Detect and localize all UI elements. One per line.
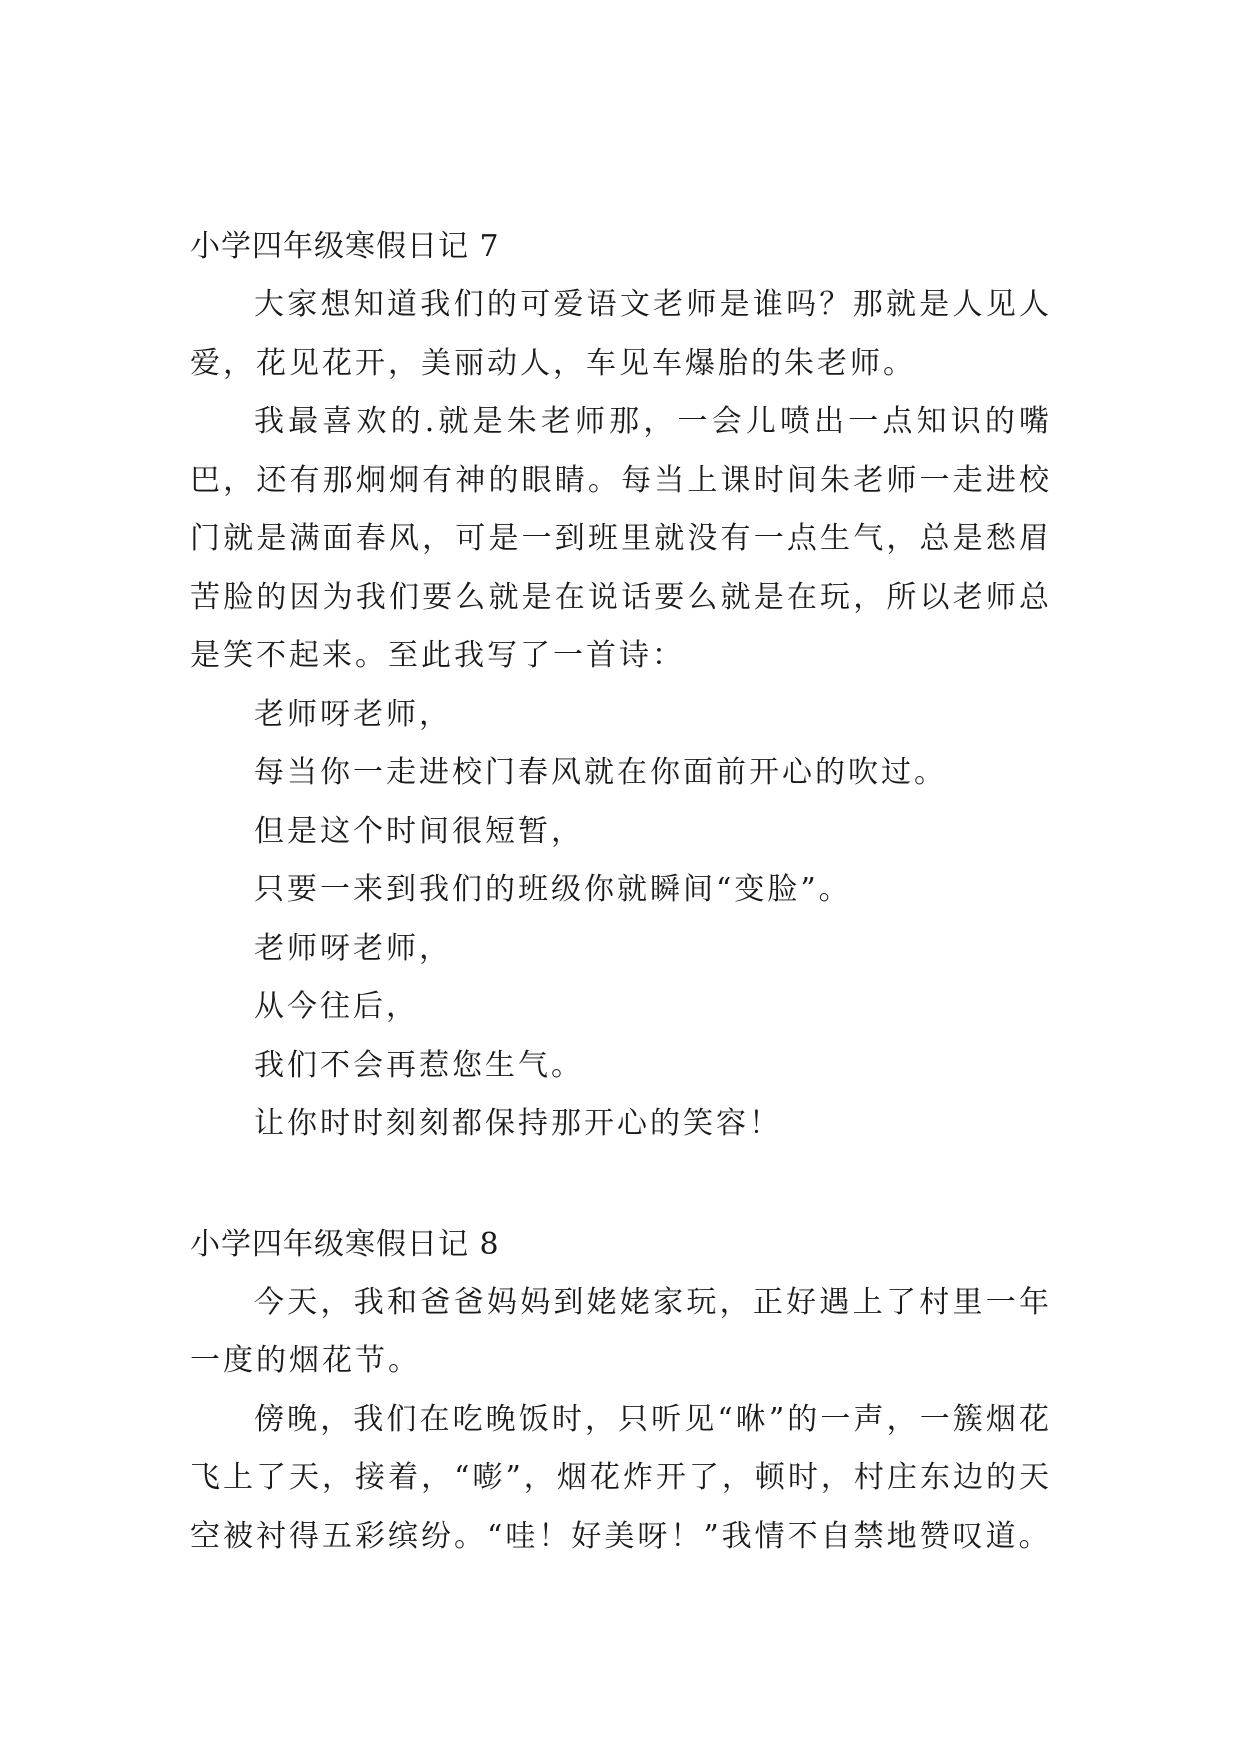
entry-title: 小学四年级寒假日记 7	[190, 229, 500, 264]
poem-line: 老师呀老师，	[254, 930, 452, 966]
poem-line: 每当你一走进校门春风就在你面前开心的吹过。	[254, 755, 947, 790]
paragraph: 我最喜欢的.就是朱老师那，一会儿喷出一点知识的嘴巴，还有那炯炯有神的眼睛。每当上课时间朱老师一走进校门就是满面春风，可是一到班里就没有一点生气，总是愁眉苦脸的因为我们要么就是在说话要么就是在玩，所以老师总是笑不起来。至此我写了一首诗：	[190, 404, 1052, 673]
poem-line: 老师呀老师，	[254, 696, 452, 732]
poem-line: 但是这个时间很短暂，	[254, 813, 584, 849]
poem-line: 让你时时刻刻都保持那开心的笑容！	[254, 1106, 782, 1141]
paragraph: 今天，我和爸爸妈妈到姥姥家玩，正好遇上了村里一年一度的烟花节。	[190, 1284, 1052, 1378]
poem-line: 我们不会再惹您生气。	[254, 1047, 584, 1083]
entry-title: 小学四年级寒假日记 8	[190, 1226, 500, 1262]
paragraph: 大家想知道我们的可爱语文老师是谁吗？那就是人见人爱，花见花开，美丽动人，车见车爆胎的朱老师。	[190, 287, 1052, 381]
section-spacer	[190, 1154, 1052, 1216]
diary-entry-7	[190, 218, 1052, 1154]
diary-entry-8	[190, 1216, 1052, 1567]
document-page	[190, 218, 1052, 1566]
poem	[190, 686, 1052, 1154]
poem-line: 只要一来到我们的班级你就瞬间“变脸”。	[254, 872, 852, 907]
paragraph: 傍晚，我们在吃晚饭时，只听见“咻”的一声，一簇烟花飞上了天，接着，“嘭”，烟花炸开了，顿时，村庄东边的天空被衬得五彩缤纷。“哇！好美呀！”我情不自禁地赞叹道。	[190, 1401, 1052, 1554]
poem-line: 从今往后，	[254, 989, 419, 1024]
